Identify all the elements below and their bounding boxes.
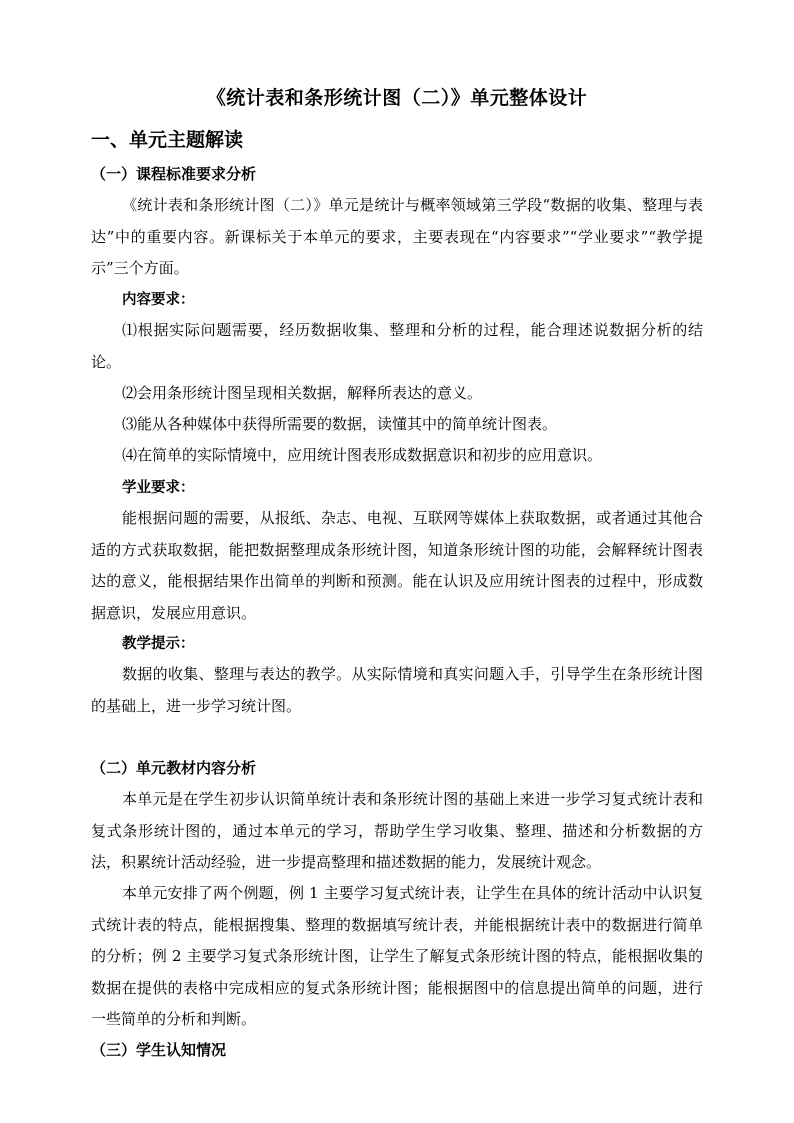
academic-requirements-paragraph: 能根据问题的需要，从报纸、杂志、电视、互联网等媒体上获取数据，或者通过其他合适的方式获取数据，能把数据整理成条形统计图，知道条形统计图的功能，会解释统计图表达的意义，能根据结果作出简单的判断和预测。能在认识及应用统计图表的过程中，形成数据意识，发展应用意识。 (91, 509, 703, 622)
content-requirement-item-4: ⑷在简单的实际情境中，应用统计图表形成数据意识和初步的应用意识。 (122, 446, 603, 464)
textbook-analysis-paragraph-1: 本单元是在学生初步认识简单统计表和条形统计图的基础上来进一步学习复式统计表和复式条形统计图的，通过本单元的学习，帮助学生学习收集、整理、描述和分析数据的方法，积累统计活动经验，进一步提高整理和描述数据的能力，发展统计观念。 (91, 790, 703, 871)
teaching-tips-paragraph: 数据的收集、整理与表达的教学。从实际情境和真实问题入手，引导学生在条形统计图的基础上，进一步学习统计图。 (91, 665, 703, 715)
subsection-heading-textbook-analysis: （二）单元教材内容分析 (91, 759, 257, 777)
subsection-heading-curriculum-standards: （一）课程标准要求分析 (91, 165, 257, 183)
document-title: 《统计表和条形统计图（二）》单元整体设计 (206, 87, 588, 109)
content-requirement-item-1: ⑴根据实际问题需要，经历数据收集、整理和分析的过程，能合理述说数据分析的结论。 (91, 321, 703, 371)
teaching-tips-label: 教学提示： (122, 636, 195, 652)
section-heading-unit-theme: 一、单元主题解读 (91, 129, 244, 151)
content-requirements-label: 内容要求： (122, 292, 195, 308)
content-requirement-item-3: ⑶能从各种媒体中获得所需要的数据，读懂其中的简单统计图表。 (122, 415, 558, 433)
subsection-heading-student-cognition: （三）学生认知情况 (91, 1041, 227, 1059)
curriculum-intro-paragraph: 《统计表和条形统计图（二）》单元是统计与概率领域第三学段“数据的收集、整理与表达”中的重要内容。新课标关于本单元的要求，主要表现在“内容要求”“学业要求”“教学提示”三个方面。 (91, 196, 703, 277)
textbook-analysis-paragraph-2: 本单元安排了两个例题，例 1 主要学习复式统计表，让学生在具体的统计活动中认识复式统计表的特点，能根据搜集、整理的数据填写统计表，并能根据统计表中的数据进行简单的分析；例 2 主要学习复式条形统计图，让学生了解复式条形统计图的特点，能根据收集的数据在提供的表格中完成相应的复式条形统计图；能根据图中的信息提出简单的问题，进行一些简单的分析和判断。 (91, 884, 703, 1028)
content-requirement-item-2: ⑵会用条形统计图呈现相关数据，解释所表达的意义。 (122, 384, 483, 402)
academic-requirements-label: 学业要求： (122, 480, 195, 496)
